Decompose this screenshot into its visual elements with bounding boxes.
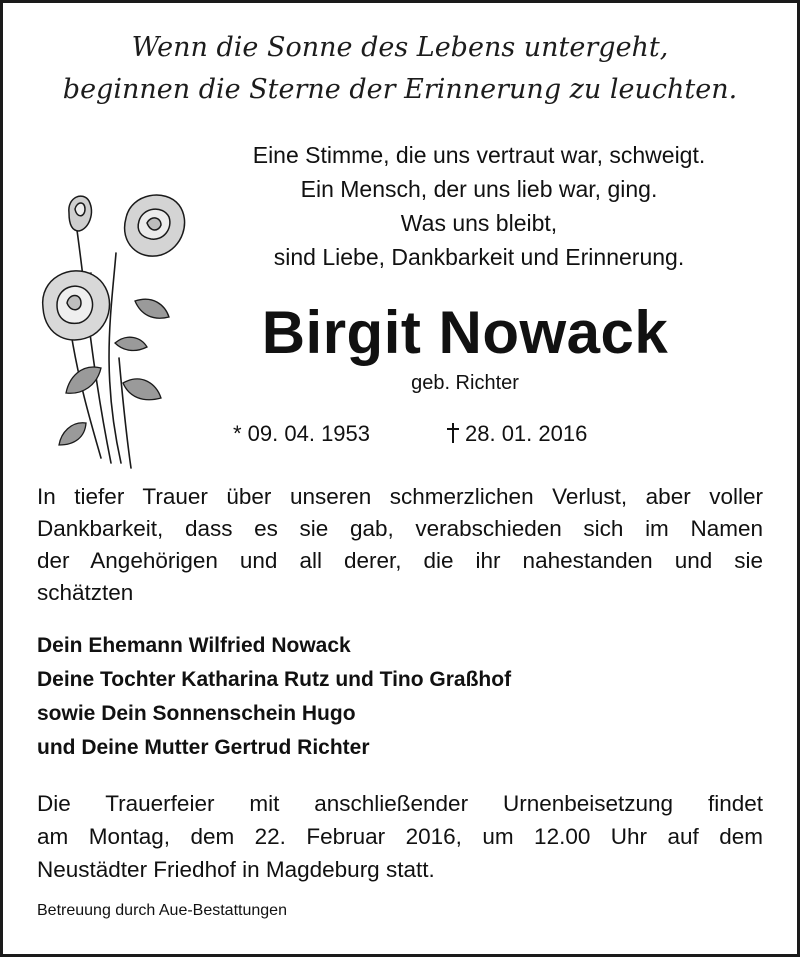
family-member-2: Deine Tochter Katharina Rutz und Tino Graßhof (37, 668, 512, 691)
cross-icon (447, 423, 459, 443)
deceased-name: Birgit Nowack (261, 299, 669, 366)
mourning-line-2: Dankbarkeit, dass es sie gab, verabschieden sich im Namen (37, 516, 763, 541)
motto-line-2: beginnen die Sterne der Erinnerung zu leuchten. (62, 74, 738, 105)
service-line-3: Neustädter Friedhof in Magdeburg statt. (37, 857, 435, 882)
funeral-home-credit: Betreuung durch Aue-Bestattungen (37, 902, 287, 919)
mourning-text (37, 481, 763, 609)
poem-line-4: sind Liebe, Dankbarkeit und Erinnerung. (273, 244, 685, 270)
motto (3, 27, 797, 111)
mourning-line-3: der Angehörigen und all derer, die ihr nahestanden und sie (37, 548, 763, 573)
life-dates (233, 416, 653, 452)
mourning-line-4: schätzten (37, 580, 134, 605)
family-member-3: sowie Dein Sonnenschein Hugo (37, 702, 356, 725)
maiden-name: geb. Richter (411, 372, 519, 394)
family-member-4: und Deine Mutter Gertrud Richter (37, 736, 370, 759)
poem (153, 138, 797, 274)
funeral-service-info (37, 787, 763, 886)
family-member-1: Dein Ehemann Wilfried Nowack (37, 634, 351, 657)
service-line-2: am Montag, dem 22. Februar 2016, um 12.00 Uhr auf dem (37, 824, 763, 849)
poem-line-2: Ein Mensch, der uns lieb war, ging. (300, 176, 658, 202)
birth-date: * 09. 04. 1953 (233, 421, 371, 446)
death-date: 28. 01. 2016 (465, 421, 588, 446)
motto-line-1: Wenn die Sonne des Lebens untergeht, (131, 32, 669, 63)
death-date-wrapper (447, 416, 587, 452)
mourning-line-1: In tiefer Trauer über unseren schmerzlichen Verlust, aber voller (37, 484, 763, 509)
poem-line-1: Eine Stimme, die uns vertraut war, schweigt. (252, 142, 706, 168)
poem-line-3: Was uns bleibt, (400, 210, 558, 236)
service-line-1: Die Trauerfeier mit anschließender Urnenbeisetzung findet (37, 791, 763, 816)
family-list (37, 629, 763, 765)
